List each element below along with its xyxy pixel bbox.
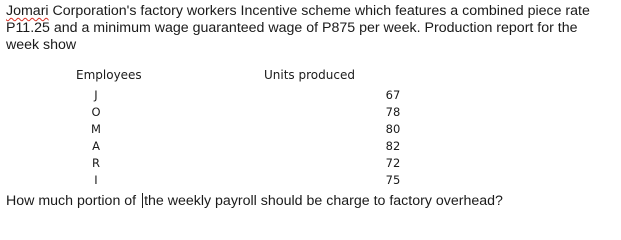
problem-statement bbox=[6, 3, 614, 54]
table-row bbox=[0, 155, 621, 172]
units-cell: 67 bbox=[385, 88, 401, 102]
table-row bbox=[0, 104, 621, 121]
units-cell: 75 bbox=[385, 173, 401, 187]
units-cell: 78 bbox=[385, 105, 401, 119]
employee-cell: M bbox=[91, 122, 101, 136]
employees-header: Employees bbox=[76, 68, 142, 82]
question-text-start: How much portion of bbox=[6, 193, 141, 209]
employee-cell: J bbox=[94, 88, 98, 102]
units-cell: 82 bbox=[385, 139, 401, 153]
question-text-end: the weekly payroll should be charge to factory overhead? bbox=[144, 193, 503, 209]
table-row bbox=[0, 138, 621, 155]
table-row bbox=[0, 87, 621, 104]
text-cursor bbox=[142, 193, 143, 208]
units-produced-header: Units produced bbox=[264, 68, 355, 82]
problem-statement-text: Corporation's factory workers Incentive scheme which features a combined piece rate P11.25 and a minimum wage guaranteed wage of P875 per week. Production report for the week show bbox=[6, 3, 590, 53]
employee-cell: I bbox=[94, 173, 98, 187]
employee-cell: O bbox=[91, 105, 101, 119]
table-row bbox=[0, 121, 621, 138]
question-text bbox=[6, 193, 618, 210]
employee-cell: A bbox=[92, 139, 100, 153]
employee-cell: R bbox=[92, 156, 100, 170]
table-row bbox=[0, 172, 621, 189]
units-cell: 80 bbox=[385, 122, 401, 136]
units-cell: 72 bbox=[385, 156, 401, 170]
company-name-misspelled: Jomari bbox=[6, 3, 49, 19]
